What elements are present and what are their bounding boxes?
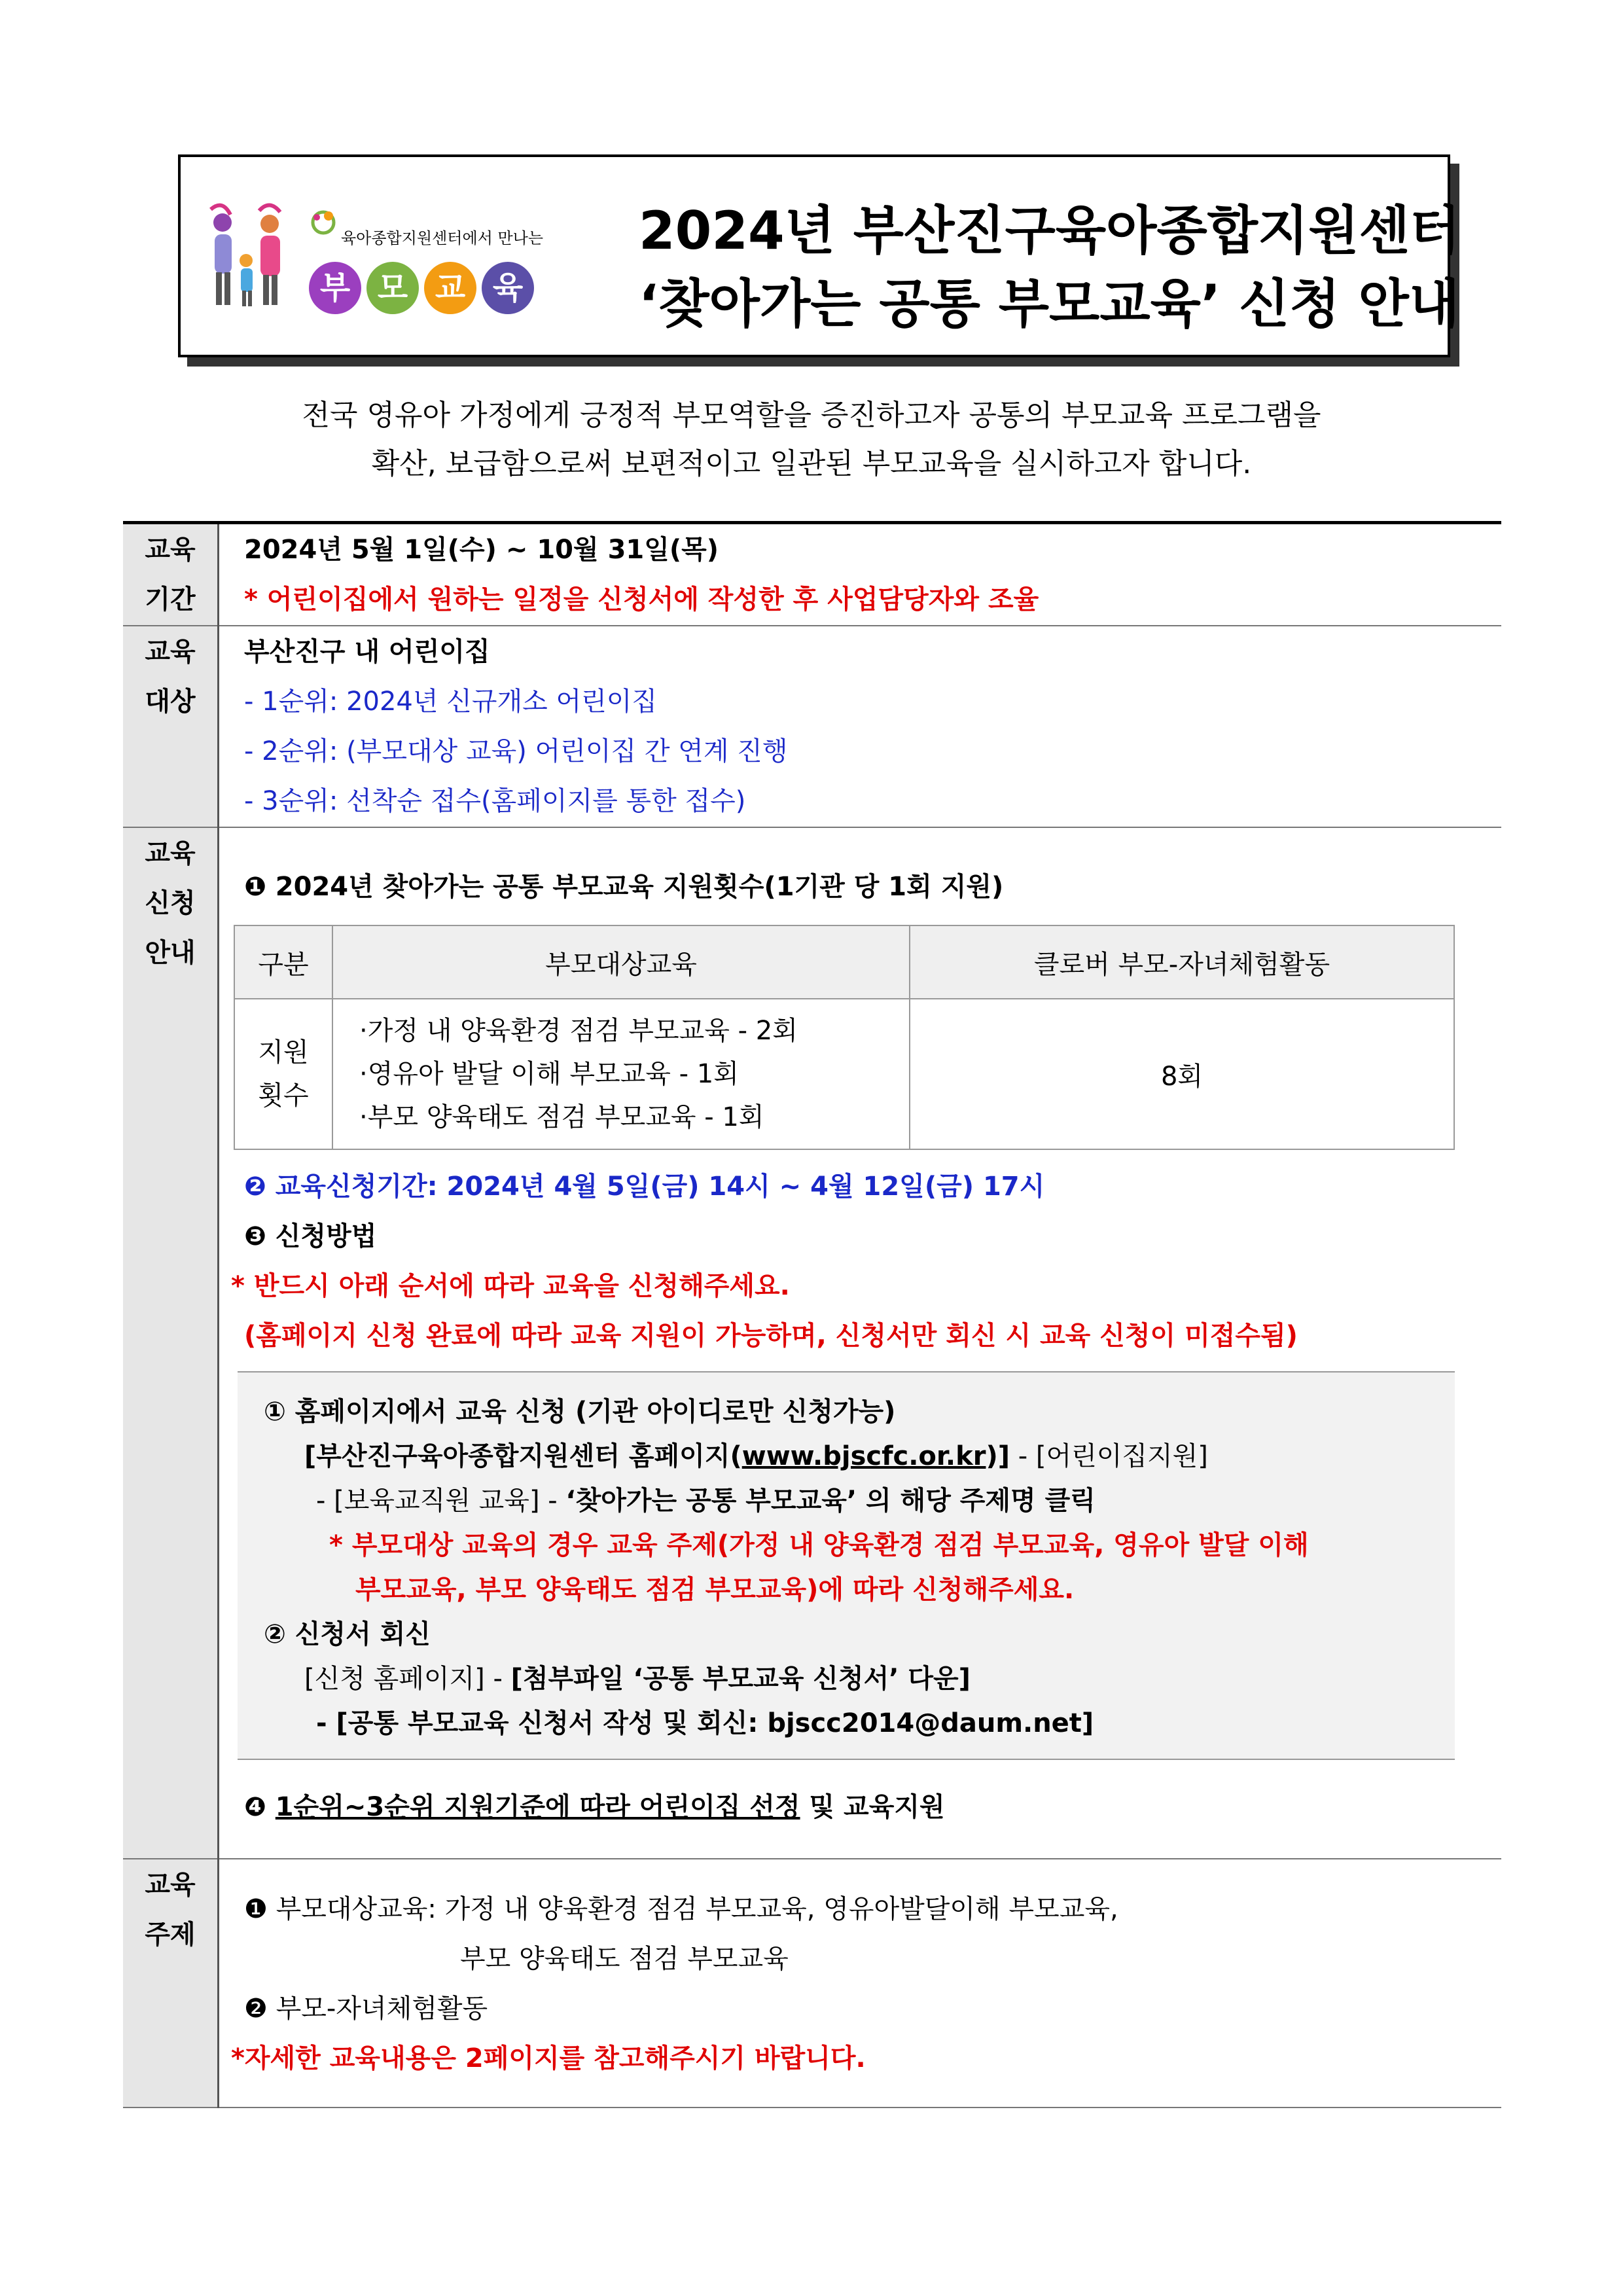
label-apply: 교육 신청 안내: [123, 827, 219, 1859]
step-homepage-note2: 부모교육, 부모 양육태도 점검 부모교육)에 따라 신청해주세요.: [355, 1575, 1075, 1605]
step-reply-download: [신청 홈페이지] - [첨부파일 ‘공통 부모교육 신청서’ 다운]: [304, 1664, 971, 1694]
apply-step1: ❶ 2024년 찾아가는 공통 부모교육 지원횟수(1기관 당 1회 지원): [244, 872, 1004, 902]
logo-char-1: 부: [309, 262, 361, 314]
title-box: [178, 154, 1461, 357]
clover-count: 8회: [910, 999, 1454, 1149]
apply-step2: ❷ 교육신청기간: 2024년 4월 5일(금) 14시 ~ 4월 12일(금) 17시: [244, 1172, 1045, 1202]
target-priority-2: - 2순위: (부모대상 교육) 어린이집 간 연계 진행: [244, 736, 788, 766]
support-count-table: [234, 925, 1455, 1150]
step-reply: ② 신청서 회신: [264, 1619, 431, 1649]
page-title-line1: 2024년 부산진구육아종합지원센터: [639, 200, 1461, 261]
application-steps-box: [238, 1371, 1455, 1760]
period-dates: 2024년 5월 1일(수) ~ 10월 31일(목): [244, 535, 719, 565]
logo-char-4: 육: [482, 262, 534, 314]
step-homepage-path: [부산진구육아종합지원센터 홈페이지(www.bjscfc.or.kr)] - [어린이집지원]: [304, 1441, 1208, 1471]
intro-line1: 전국 영유아 가정에게 긍정적 부모역할을 증진하고자 공통의 부모교육 프로그램을: [302, 399, 1321, 432]
parent-edu-item: ·가정 내 양육환경 점검 부모교육 - 2회: [359, 1016, 798, 1046]
apply-warning1: * 반드시 아래 순서에 따라 교육을 신청해주세요.: [231, 1271, 790, 1301]
info-table: [123, 521, 1501, 2108]
content-topic: [219, 1859, 1502, 2108]
parent-edu-item: ·영유아 발달 이해 부모교육 - 1회: [359, 1059, 739, 1089]
th-category: 구분: [234, 925, 332, 999]
logo-tagline: 육아종합지원센터에서 만나는: [341, 229, 544, 247]
family-logo-icon: [204, 203, 302, 321]
period-note: * 어린이집에서 원하는 일정을 신청서에 작성한 후 사업담당자와 조율: [244, 584, 1039, 615]
row-target: [123, 626, 1501, 827]
row-period: [123, 523, 1501, 626]
parent-edu-items: [332, 999, 910, 1149]
label-topic: 교육 주제: [123, 1859, 219, 2108]
page-title-line2: ‘찾아가는 공통 부모교육’ 신청 안내: [639, 274, 1460, 334]
intro-line2: 확산, 보급함으로써 보편적이고 일관된 부모교육을 실시하고자 합니다.: [371, 447, 1252, 480]
logo-char-3: 교: [424, 262, 476, 314]
apply-step4: ❹ 1순위~3순위 지원기준에 따라 어린이집 선정 및 교육지원: [244, 1792, 945, 1822]
target-priority-3: - 3순위: 선착순 접수(홈페이지를 통한 접수): [244, 786, 746, 816]
topic-note: *자세한 교육내용은 2페이지를 참고해주시기 바랍니다.: [231, 2043, 866, 2073]
th-parent-edu: 부모대상교육: [332, 925, 910, 999]
label-target: 교육 대상: [123, 626, 219, 827]
topic-line1: ❶ 부모대상교육: 가정 내 양육환경 점검 부모교육, 영유아발달이해 부모교육,: [244, 1894, 1118, 1924]
apply-warning2: (홈페이지 신청 완료에 따라 교육 지원이 가능하며, 신청서만 회신 시 교육 신청이 미접수됨): [244, 1321, 1298, 1351]
logo-char-2: 모: [366, 262, 419, 314]
topic-line3: ❷ 부모-자녀체험활동: [244, 1994, 488, 2024]
step-homepage-menu: - [보육교직원 교육] - ‘찾아가는 공통 부모교육’ 의 해당 주제명 클릭: [316, 1486, 1096, 1516]
target-line0: 부산진구 내 어린이집: [244, 637, 490, 667]
step-reply-email: - [공통 부모교육 신청서 작성 및 회신: bjscc2014@daum.net]: [316, 1708, 1094, 1738]
content-target: [219, 626, 1502, 827]
topic-line2: 부모 양육태도 점검 부모교육: [460, 1944, 789, 1974]
content-apply: [219, 827, 1502, 1859]
homepage-link[interactable]: www.bjscfc.or.kr: [741, 1441, 986, 1471]
logo-mark-icon: [309, 208, 338, 237]
parent-edu-item: ·부모 양육태도 점검 부모교육 - 1회: [359, 1102, 764, 1132]
apply-step3: ❸ 신청방법: [244, 1221, 377, 1251]
target-priority-1: - 1순위: 2024년 신규개소 어린이집: [244, 687, 658, 717]
th-clover: 클로버 부모-자녀체험활동: [910, 925, 1454, 999]
row-support-count: 지원 횟수: [234, 999, 332, 1149]
row-apply: [123, 827, 1501, 1859]
step-homepage-note1: * 부모대상 교육의 경우 교육 주제(가정 내 양육환경 점검 부모교육, 영유아 발달 이해: [329, 1530, 1309, 1560]
label-period: 교육 기간: [123, 523, 219, 626]
step-homepage: ① 홈페이지에서 교육 신청 (기관 아이디로만 신청가능): [264, 1397, 896, 1427]
row-topic: [123, 1859, 1501, 2108]
content-period: [219, 523, 1502, 626]
logo-circles: [309, 262, 539, 314]
